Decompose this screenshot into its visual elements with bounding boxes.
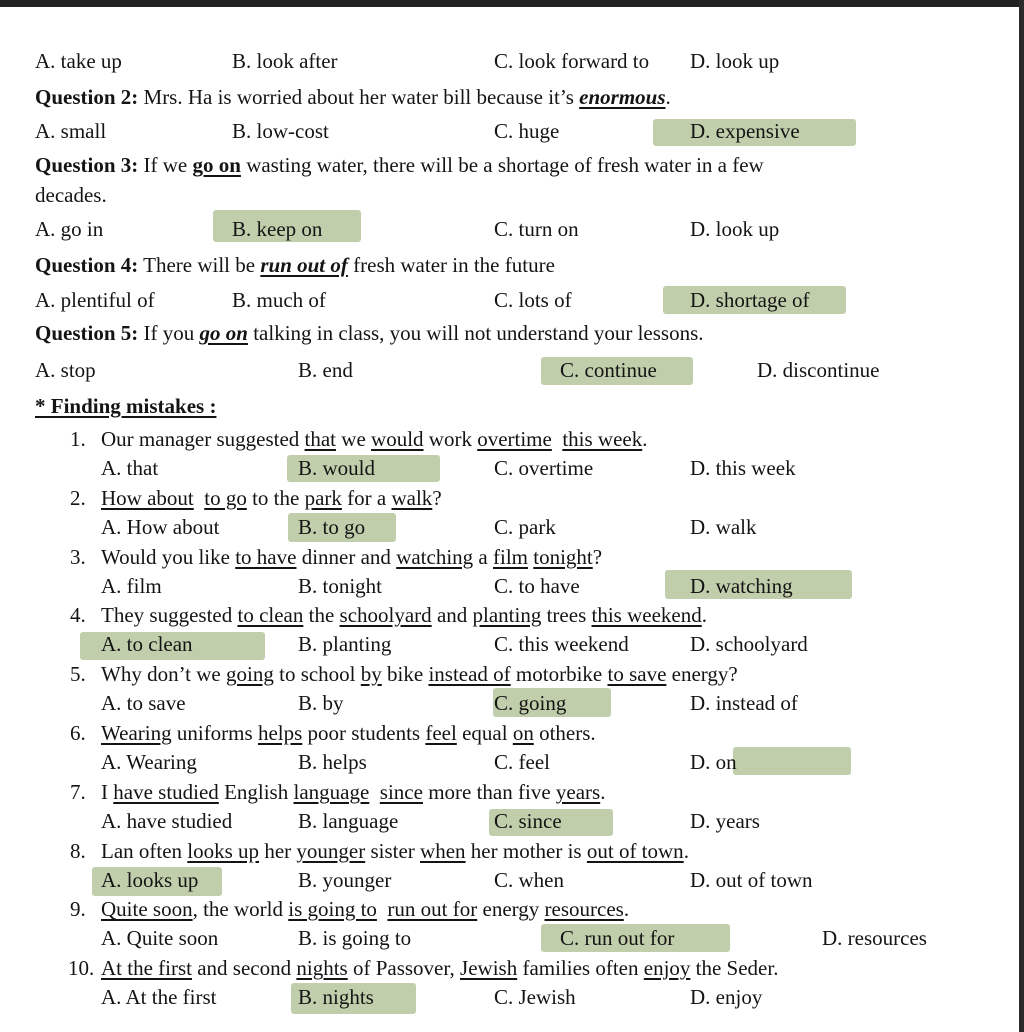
mistake-3-option-b: B. tonight xyxy=(298,574,383,598)
q2-keyword: enormous xyxy=(579,85,666,109)
mistake-10-sentence xyxy=(68,955,778,981)
underlined-segment: when xyxy=(420,839,466,863)
q4-text-before: There will be xyxy=(138,253,261,277)
q3-option-c: C. turn on xyxy=(494,217,579,241)
q5-option-c: C. continue xyxy=(560,358,657,382)
underlined-segment: by xyxy=(360,662,382,686)
underlined-segment: to have xyxy=(235,545,297,569)
sentence-segment: bike xyxy=(381,662,429,686)
q4-option-c: C. lots of xyxy=(494,288,572,312)
q1-option-d: D. look up xyxy=(690,49,780,73)
mistake-number: 6. xyxy=(70,721,86,745)
sentence-segment: energy xyxy=(477,897,545,921)
q4-keyword: run out of xyxy=(260,253,348,277)
q1-option-b: B. look after xyxy=(232,49,338,73)
mistake-1-sentence xyxy=(70,426,648,452)
mistake-6-sentence xyxy=(70,720,596,746)
mistake-5-option-d: D. instead of xyxy=(690,691,798,715)
q2-text-after: . xyxy=(665,85,671,109)
underlined-segment: Wearing xyxy=(101,721,172,745)
q2-text-before: Mrs. Ha is worried about her water bill because it’s xyxy=(138,85,580,109)
sentence-segment: motorbike xyxy=(510,662,608,686)
sentence-segment xyxy=(552,427,563,451)
mistake-8-option-d: D. out of town xyxy=(690,868,813,892)
sentence-segment: others. xyxy=(533,721,596,745)
underlined-segment: to go xyxy=(204,486,247,510)
mistake-9-option-a: A. Quite soon xyxy=(101,926,219,950)
question-4 xyxy=(35,252,555,278)
mistake-1-option-b: B. would xyxy=(298,456,376,480)
q5-label: Question 5: xyxy=(35,321,139,345)
underlined-segment: years xyxy=(555,780,601,804)
underlined-segment: resources xyxy=(544,897,624,921)
underlined-segment: watching xyxy=(396,545,474,569)
sentence-segment: a xyxy=(473,545,493,569)
underlined-segment: schoolyard xyxy=(339,603,432,627)
mistake-4-option-d: D. schoolyard xyxy=(690,632,808,656)
sentence-segment xyxy=(194,486,205,510)
sentence-segment: to the xyxy=(246,486,305,510)
mistake-6-option-a: A. Wearing xyxy=(101,750,197,774)
mistake-1-option-d: D. this week xyxy=(690,456,796,480)
mistake-9-option-d: D. resources xyxy=(822,926,927,950)
mistake-4-option-c: C. this weekend xyxy=(494,632,629,656)
mistake-3-sentence xyxy=(70,544,602,570)
mistake-number: 2. xyxy=(70,486,86,510)
sentence-segment: of Passover, xyxy=(347,956,461,980)
sentence-segment: Lan often xyxy=(101,839,188,863)
sentence-segment: more than five xyxy=(422,780,556,804)
sentence-segment: her mother is xyxy=(465,839,587,863)
q3-option-a: A. go in xyxy=(35,217,104,241)
underlined-segment: would xyxy=(371,427,424,451)
underlined-segment: At the first xyxy=(101,956,192,980)
q3-text-before: If we xyxy=(138,153,193,177)
mistake-4-option-a: A. to clean xyxy=(101,632,193,656)
underlined-segment: since xyxy=(379,780,423,804)
mistake-2-option-a: A. How about xyxy=(101,515,220,539)
mistake-8-sentence xyxy=(70,838,689,864)
underlined-segment: on xyxy=(512,721,534,745)
q5-text-after: talking in class, you will not understand your lessons. xyxy=(247,321,704,345)
q2-option-a: A. small xyxy=(35,119,107,143)
sentence-segment: families often xyxy=(517,956,644,980)
mistake-2-option-b: B. to go xyxy=(298,515,366,539)
underlined-segment: helps xyxy=(257,721,303,745)
sentence-segment: work xyxy=(423,427,478,451)
sentence-segment: They suggested xyxy=(101,603,238,627)
sentence-segment: Our manager suggested xyxy=(101,427,305,451)
section-heading: * Finding mistakes : xyxy=(35,394,217,418)
sentence-segment: sister xyxy=(365,839,421,863)
underlined-segment: that xyxy=(304,427,337,451)
underlined-segment: out of town xyxy=(586,839,684,863)
mistake-number: 8. xyxy=(70,839,86,863)
mistake-5-option-b: B. by xyxy=(298,691,344,715)
mistake-3-option-c: C. to have xyxy=(494,574,580,598)
mistake-7-option-d: D. years xyxy=(690,809,760,833)
mistake-5-option-c: C. going xyxy=(494,691,567,715)
q3-option-b: B. keep on xyxy=(232,217,323,241)
sentence-segment: . xyxy=(701,603,707,627)
mistake-6-option-d: D. on xyxy=(690,750,737,774)
underlined-segment: language xyxy=(293,780,370,804)
mistake-6-option-c: C. feel xyxy=(494,750,550,774)
question-3 xyxy=(35,152,764,178)
mistake-9-option-b: B. is going to xyxy=(298,926,412,950)
mistake-number: 1. xyxy=(70,427,86,451)
underlined-segment: planting xyxy=(472,603,542,627)
q4-label: Question 4: xyxy=(35,253,139,277)
underlined-segment: enjoy xyxy=(643,956,691,980)
underlined-segment: is going to xyxy=(288,897,377,921)
mistake-9-sentence xyxy=(70,896,629,922)
q5-text-before: If you xyxy=(138,321,200,345)
mistake-1-option-c: C. overtime xyxy=(494,456,594,480)
underlined-segment: run out for xyxy=(387,897,478,921)
mistake-number: 4. xyxy=(70,603,86,627)
mistake-3-option-a: A. film xyxy=(101,574,162,598)
sentence-segment xyxy=(369,780,380,804)
sentence-segment: . xyxy=(642,427,648,451)
sentence-segment: equal xyxy=(456,721,513,745)
q1-option-a: A. take up xyxy=(35,49,122,73)
q3-continuation: decades. xyxy=(35,183,107,207)
mistake-2-option-d: D. walk xyxy=(690,515,757,539)
q4-option-b: B. much of xyxy=(232,288,326,312)
q5-option-b: B. end xyxy=(298,358,353,382)
sentence-segment: and second xyxy=(191,956,297,980)
underlined-segment: walk xyxy=(391,486,433,510)
sentence-segment: . xyxy=(623,897,630,921)
sentence-segment: trees xyxy=(541,603,592,627)
underlined-segment: Jewish xyxy=(460,956,518,980)
sentence-segment: English xyxy=(218,780,294,804)
q4-option-a: A. plentiful of xyxy=(35,288,155,312)
q5-option-a: A. stop xyxy=(35,358,96,382)
sentence-segment: energy? xyxy=(666,662,738,686)
mistake-1-option-a: A. that xyxy=(101,456,159,480)
sentence-segment: the xyxy=(303,603,340,627)
mistake-2-sentence xyxy=(70,485,442,511)
q5-option-d: D. discontinue xyxy=(757,358,880,382)
q1-option-c: C. look forward to xyxy=(494,49,650,73)
sentence-segment: her xyxy=(259,839,297,863)
mistake-7-option-c: C. since xyxy=(494,809,562,833)
q2-option-b: B. low-cost xyxy=(232,119,329,143)
underlined-segment: film xyxy=(493,545,528,569)
underlined-segment: this weekend xyxy=(591,603,702,627)
underlined-segment: to save xyxy=(607,662,667,686)
sentence-segment: . xyxy=(600,780,606,804)
q5-keyword: go on xyxy=(199,321,248,345)
mistake-10-option-a: A. At the first xyxy=(101,985,217,1009)
underlined-segment: going xyxy=(226,662,274,686)
mistake-7-option-b: B. language xyxy=(298,809,399,833)
mistake-10-option-b: B. nights xyxy=(298,985,374,1009)
sentence-segment: , the world xyxy=(192,897,289,921)
mistake-10-option-d: D. enjoy xyxy=(690,985,763,1009)
underlined-segment: park xyxy=(304,486,342,510)
sentence-segment xyxy=(377,897,388,921)
mistake-6-option-b: B. helps xyxy=(298,750,367,774)
underlined-segment: feel xyxy=(425,721,457,745)
underlined-segment: younger xyxy=(296,839,366,863)
underlined-segment: overtime xyxy=(477,427,552,451)
sentence-segment: I xyxy=(101,780,114,804)
q4-text-after: fresh water in the future xyxy=(347,253,555,277)
question-2 xyxy=(35,84,671,110)
mistake-2-option-c: C. park xyxy=(494,515,556,539)
right-border xyxy=(1019,0,1024,1032)
underlined-segment: looks up xyxy=(187,839,260,863)
mistake-4-option-b: B. planting xyxy=(298,632,392,656)
underlined-segment: How about xyxy=(101,486,194,510)
q2-option-d: D. expensive xyxy=(690,119,800,143)
highlight-m6-d xyxy=(733,747,851,775)
sentence-segment: uniforms xyxy=(171,721,258,745)
sentence-segment: ? xyxy=(592,545,603,569)
sentence-segment: we xyxy=(336,427,372,451)
underlined-segment: this week xyxy=(562,427,643,451)
underlined-segment: Quite soon xyxy=(101,897,193,921)
sentence-segment: Would you like xyxy=(101,545,236,569)
mistake-5-sentence xyxy=(70,661,738,687)
sentence-segment: for a xyxy=(341,486,392,510)
q3-label: Question 3: xyxy=(35,153,139,177)
sentence-segment: ? xyxy=(432,486,442,510)
sentence-segment: Why don’t we xyxy=(101,662,227,686)
question-5 xyxy=(35,320,704,346)
mistake-8-option-a: A. looks up xyxy=(101,868,199,892)
sentence-segment: to school xyxy=(273,662,361,686)
sentence-segment: dinner and xyxy=(296,545,397,569)
mistake-number: 10. xyxy=(68,956,95,980)
mistake-3-option-d: D. watching xyxy=(690,574,793,598)
sentence-segment: the Seder. xyxy=(690,956,779,980)
underlined-segment: instead of xyxy=(428,662,511,686)
underlined-segment: nights xyxy=(296,956,348,980)
sentence-segment: and xyxy=(431,603,473,627)
q3-text-after: wasting water, there will be a shortage of fresh water in a few xyxy=(240,153,764,177)
q2-label: Question 2: xyxy=(35,85,139,109)
mistake-number: 3. xyxy=(70,545,86,569)
mistake-number: 9. xyxy=(70,897,86,921)
mistake-number: 7. xyxy=(70,780,86,804)
mistake-4-sentence xyxy=(70,602,707,628)
sentence-segment: poor students xyxy=(302,721,426,745)
underlined-segment: to clean xyxy=(237,603,304,627)
underlined-segment: have studied xyxy=(113,780,219,804)
underlined-segment: tonight xyxy=(533,545,593,569)
q3-keyword: go on xyxy=(192,153,241,177)
mistake-7-option-a: A. have studied xyxy=(101,809,233,833)
q4-option-d: D. shortage of xyxy=(690,288,810,312)
mistake-7-sentence xyxy=(70,779,605,805)
q3-option-d: D. look up xyxy=(690,217,780,241)
top-border xyxy=(0,0,1024,7)
sentence-segment: . xyxy=(683,839,689,863)
mistake-number: 5. xyxy=(70,662,86,686)
mistake-10-option-c: C. Jewish xyxy=(494,985,576,1009)
mistake-8-option-b: B. younger xyxy=(298,868,392,892)
q2-option-c: C. huge xyxy=(494,119,560,143)
mistake-8-option-c: C. when xyxy=(494,868,564,892)
mistake-5-option-a: A. to save xyxy=(101,691,186,715)
mistake-9-option-c: C. run out for xyxy=(560,926,675,950)
